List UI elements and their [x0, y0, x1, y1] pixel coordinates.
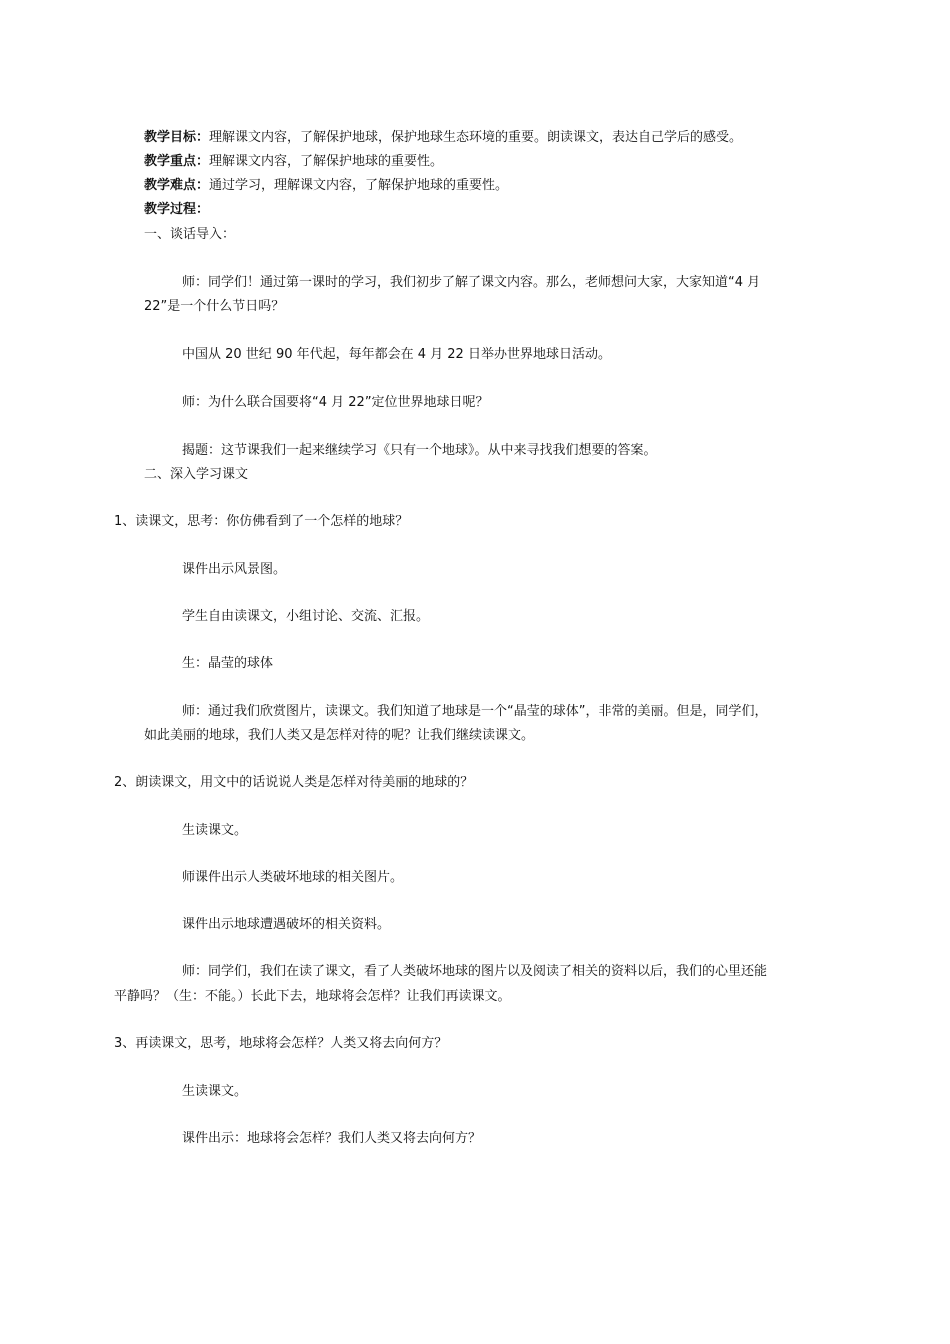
paragraph-question: 师：为什么联合国要将“4 月 22”定位世界地球日呢？ [182, 395, 489, 410]
q2-step-d-line1: 师：同学们，我们在读了课文，看了人类破坏地球的图片以及阅读了相关的资料以后，我们的心里还能 [182, 964, 768, 979]
question-3: 3、再读课文，思考，地球将会怎样？人类又将去向何方？ [114, 1036, 448, 1051]
paragraph-earth-day: 中国从 20 世纪 90 年代起，每年都会在 4 月 22 日举办世界地球日活动。 [182, 347, 611, 362]
teaching-process-label: 教学过程： [144, 202, 210, 217]
teaching-goal-label: 教学目标： [144, 130, 210, 145]
teaching-difficulty-label: 教学难点： [144, 178, 210, 193]
question-2: 2、朗读课文，用文中的话说说人类是怎样对待美丽的地球的？ [114, 775, 474, 790]
teaching-goal-line [144, 128, 742, 148]
q1-step-d-line2: 如此美丽的地球，我们人类又是怎样对待的呢？让我们继续读课文。 [144, 728, 535, 743]
paragraph-intro-line1: 师：同学们！通过第一课时的学习，我们初步了解了课文内容。那么，老师想问大家，大家知道“4 月 [182, 275, 761, 290]
teaching-goal-text: 理解课文内容，了解保护地球，保护地球生态环境的重要。朗读课文，表达自己学后的感受。 [209, 130, 743, 145]
teaching-key-text: 理解课文内容，了解保护地球的重要性。 [209, 154, 444, 169]
q1-step-b: 学生自由读课文，小组讨论、交流、汇报。 [182, 609, 430, 624]
q1-step-a: 课件出示风景图。 [182, 562, 287, 577]
q2-step-a: 生读课文。 [182, 823, 248, 838]
paragraph-topic: 揭题：这节课我们一起来继续学习《只有一个地球》。从中来寻找我们想要的答案。 [182, 443, 657, 458]
q1-step-c: 生：晶莹的球体 [182, 656, 274, 671]
q3-step-a: 生读课文。 [182, 1084, 248, 1099]
teaching-difficulty-line [144, 176, 508, 196]
section-1-heading: 一、谈话导入： [144, 227, 236, 242]
teaching-key-line [144, 152, 443, 172]
q2-step-d-line2: 平静吗？（生：不能。）长此下去，地球将会怎样？让我们再读课文。 [114, 989, 511, 1004]
teaching-key-label: 教学重点： [144, 154, 210, 169]
section-2-heading: 二、深入学习课文 [144, 467, 249, 482]
q3-step-b: 课件出示：地球将会怎样？我们人类又将去向何方？ [182, 1131, 482, 1146]
q2-step-c: 课件出示地球遭遇破坏的相关资料。 [182, 917, 391, 932]
teaching-difficulty-text: 通过学习，理解课文内容，了解保护地球的重要性。 [209, 178, 509, 193]
paragraph-intro-line2: 22”是一个什么节日吗？ [144, 299, 285, 314]
q2-step-b: 师课件出示人类破坏地球的相关图片。 [182, 870, 404, 885]
q1-step-d-line1: 师：通过我们欣赏图片，读课文。我们知道了地球是一个“晶莹的球体”，非常的美丽。但是，同学们， [182, 704, 768, 719]
question-1: 1、读课文，思考：你仿佛看到了一个怎样的地球？ [114, 514, 409, 529]
